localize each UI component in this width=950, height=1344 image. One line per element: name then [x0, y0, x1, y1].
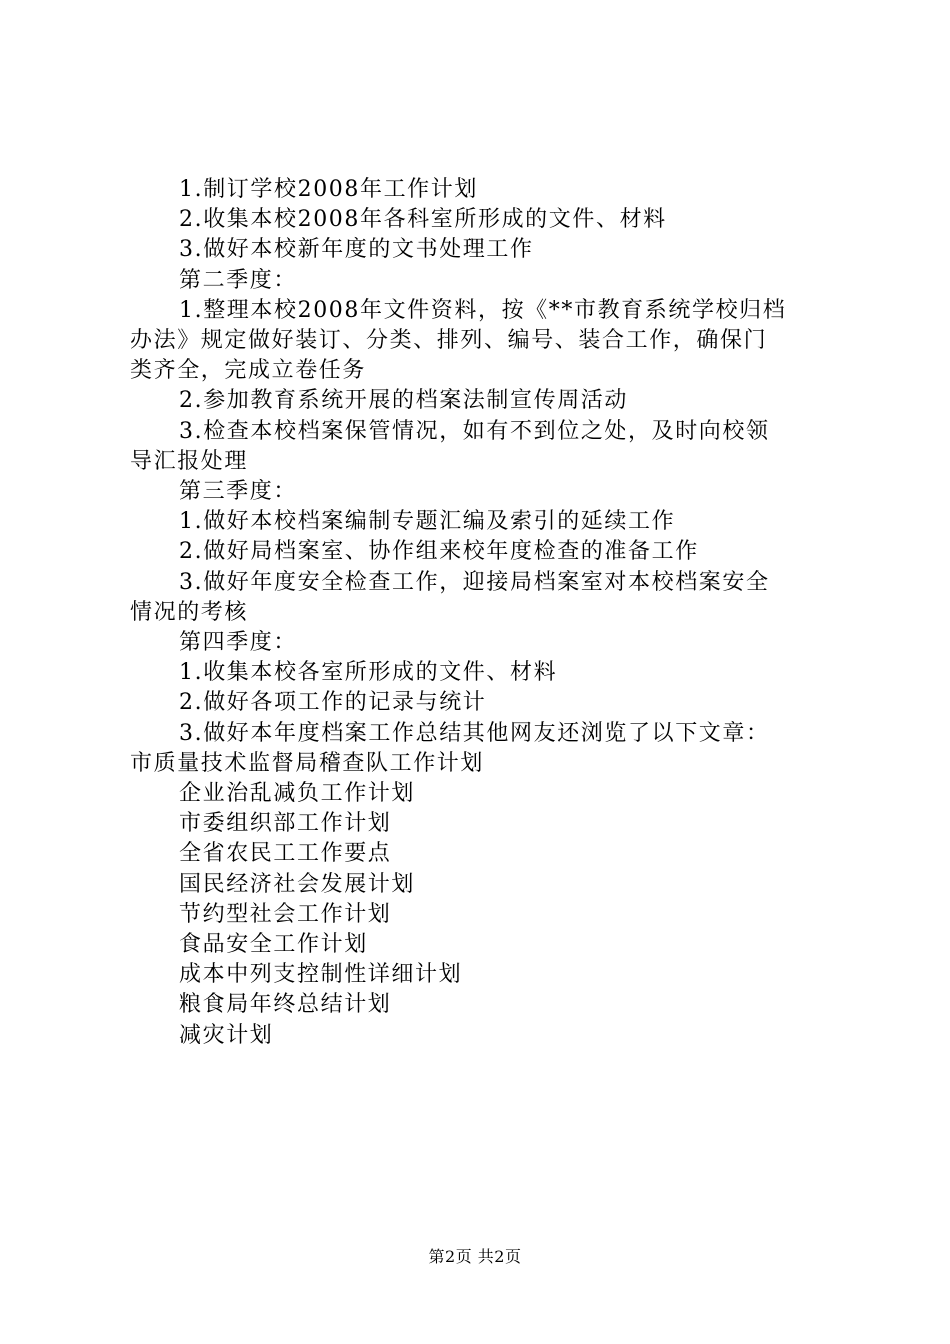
body-line: 3.做好本校新年度的文书处理工作 — [179, 237, 534, 263]
body-line: 1.整理本校2008年文件资料，按《**市教育系统学校归档 — [179, 297, 787, 323]
body-line: 情况的考核 — [130, 599, 249, 625]
related-article-item: 食品安全工作计划 — [179, 932, 368, 958]
related-article-item: 市质量技术监督局稽查队工作计划 — [130, 750, 485, 776]
body-line: 2.做好各项工作的记录与统计 — [179, 690, 487, 716]
body-line: 2.收集本校2008年各科室所形成的文件、材料 — [179, 207, 667, 233]
body-line: 办法》规定做好装订、分类、排列、编号、装合工作，确保门 — [130, 328, 768, 354]
section-heading-q3: 第三季度： — [179, 479, 298, 505]
page-footer: 第2页 共2页 — [428, 1247, 522, 1266]
related-article-item: 节约型社会工作计划 — [179, 901, 392, 927]
related-article-item: 市委组织部工作计划 — [179, 811, 392, 837]
body-line: 1.做好本校档案编制专题汇编及索引的延续工作 — [179, 509, 676, 535]
body-line: 1.收集本校各室所形成的文件、材料 — [179, 660, 558, 686]
related-article-item: 减灾计划 — [179, 1022, 274, 1048]
document-body — [130, 175, 830, 1051]
related-article-item: 企业治乱减负工作计划 — [179, 781, 416, 807]
related-article-item: 成本中列支控制性详细计划 — [179, 962, 463, 988]
related-article-item: 全省农民工工作要点 — [179, 841, 392, 867]
related-article-item: 国民经济社会发展计划 — [179, 871, 416, 897]
related-article-item: 粮食局年终总结计划 — [179, 992, 392, 1018]
body-line: 3.做好本年度档案工作总结其他网友还浏览了以下文章： — [179, 720, 770, 746]
body-line: 导汇报处理 — [130, 448, 249, 474]
body-line: 2.参加教育系统开展的档案法制宣传周活动 — [179, 388, 628, 414]
body-line: 3.做好年度安全检查工作，迎接局档案室对本校档案安全 — [179, 569, 770, 595]
body-line: 类齐全，完成立卷任务 — [130, 358, 367, 384]
body-line: 2.做好局档案室、协作组来校年度检查的准备工作 — [179, 539, 699, 565]
section-heading-q2: 第二季度： — [179, 267, 298, 293]
body-line: 3.检查本校档案保管情况，如有不到位之处，及时向校领 — [179, 418, 770, 444]
section-heading-q4: 第四季度： — [179, 630, 298, 656]
body-line: 1.制订学校2008年工作计划 — [179, 177, 478, 202]
